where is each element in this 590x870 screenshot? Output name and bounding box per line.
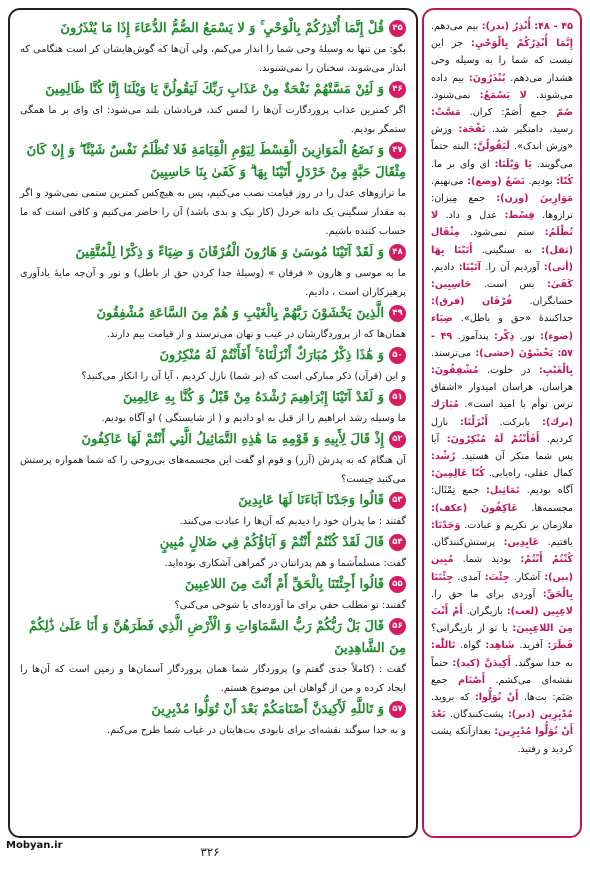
verse-number-badge: ۵۷ — [389, 701, 406, 718]
glossary-meaning: جداکنندهٔ «حق و باطل». — [460, 313, 573, 325]
glossary-meaning: آفرید. — [519, 640, 543, 652]
glossary-term: نَضَعُ (وضع): — [467, 175, 525, 187]
verse-arabic: قَالَ لَقَدْ كُنْتُمْ أَنْتُمْ وَ آبَاؤُكُمْ فِي ضَلالٍ مُبِينٍ — [159, 535, 384, 550]
verse-arabic-text — [20, 574, 406, 596]
glossary-meaning: آوردی برای ما حق را. — [431, 588, 536, 600]
glossary-term: مَسَّتْ: — [431, 107, 461, 119]
glossary-meaning: می‌نهیم. — [431, 175, 464, 187]
glossary-term: مَوَازِينَ (وزن): — [496, 193, 573, 205]
glossary-meaning: بابرکت. — [499, 416, 531, 428]
glossary-term: أَمْ أَنْتَ مِنَ اللاعِبِينَ: — [431, 605, 573, 635]
verse-9 — [20, 490, 406, 531]
verse-8 — [20, 429, 406, 489]
glossary-term: أَصْنَام — [457, 674, 486, 686]
verse-arabic-text — [20, 616, 406, 660]
glossary-meaning: نور. — [519, 330, 535, 342]
glossary-meaning: بعدازآنکه پشت کردید و رفتید. — [431, 726, 573, 755]
verse-7 — [20, 387, 406, 428]
glossary-term: جِئْتَ: — [484, 571, 510, 583]
glossary-term: كُنّا عَالِمِينَ: — [431, 468, 485, 480]
glossary-term: مُدْبِرِين (دبر): — [507, 709, 573, 721]
verse-number-badge: ۴۷ — [389, 142, 406, 159]
glossary-term: يَخْشَوْنَ (خشی): — [475, 347, 554, 359]
glossary-meaning: البته حتماً می‌گویند. — [431, 141, 573, 170]
verse-number-badge: ۴۹ — [389, 305, 406, 322]
page — [4, 4, 586, 844]
glossary-term: مُبَارَك (برك): — [431, 399, 573, 428]
verse-arabic-text — [20, 699, 406, 721]
glossary-term: نَفْحَة: — [458, 124, 486, 136]
verse-translation: گفتند : ما پدران خود را دیدیم که آن‌ها را عبادت می‌کنند. — [179, 516, 406, 527]
verse-arabic-text — [20, 242, 406, 264]
glossary-meaning: جمع مِيزان: ترازوها. — [431, 193, 573, 222]
verse-number-badge: ۵۲ — [389, 431, 406, 448]
verse-arabic: قَالُوا أَجِئْتَنَا بِالْحَقِّ أَمْ أَنْتَ مِنَ اللاعِبِينَ — [184, 577, 384, 592]
verse-5 — [20, 303, 406, 344]
glossary-meaning: بس است. — [483, 279, 535, 291]
glossary-column — [422, 8, 582, 838]
verse-translation: ما ترازوهای عدل را در روز قیامت نصب می‌کنیم، پس به هیچ‌کس کمترین ستمی نمی‌شود و اگر به مقدار سنگینی یک دانه خردل (کار نیک و بدی باشد) آن را حاضر می‌کنیم و کافی است که ما حساب کننده باشیم. — [20, 188, 406, 237]
glossary-meaning: آوردیم آن را. — [485, 261, 540, 273]
glossary-text — [431, 18, 573, 758]
glossary-term: مِثْقَال (ثقل): — [431, 227, 573, 256]
verse-arabic: قَالُوا وَجَدْنَا آبَاءَنَا لَهَا عَابِدِينَ — [238, 493, 384, 508]
glossary-term: كَفَىٰ: — [546, 279, 573, 291]
site-watermark: Mobyan.ir — [6, 840, 63, 851]
glossary-term: فَطَرَ: — [547, 640, 573, 652]
verse-translation: بگو: من تنها به وسیلهٔ وحی شما را انذار می‌کنم، ولی آن‌ها که گوش‌هایشان کر است هنگامی که انذار می‌شوند، سخنان را نمی‌شنوند. — [20, 44, 406, 74]
glossary-term: يُنْذَرُونَ: — [468, 72, 506, 84]
glossary-term: ذِكْر: — [493, 330, 515, 342]
verse-number-badge: ۵۱ — [389, 389, 406, 406]
verse-3 — [20, 140, 406, 241]
verse-translation: گفت: مسلماً‌شما و هم پدرانتان در گمراهی آشکاری بوده‌اید. — [164, 558, 406, 569]
verse-arabic-text — [20, 18, 406, 40]
glossary-meaning: پشت‌کنندگان. — [449, 709, 504, 721]
glossary-term: أَنْزَلْنَا: — [459, 416, 488, 428]
verse-number-badge: ۵۶ — [389, 618, 406, 635]
verses-column — [8, 8, 418, 838]
verse-number-badge: ۵۳ — [389, 492, 406, 509]
glossary-meaning: می‌ترسند. — [431, 347, 472, 359]
glossary-term: حَاسِبِين: — [431, 279, 472, 291]
glossary-meaning: جز این نیست که شما را به وسیله وحی هشدار می‌دهم. — [431, 38, 573, 84]
glossary-term: وَجَدْنَا: — [431, 519, 461, 531]
verse-arabic: وَ تَاللَّهِ لَأَكِيدَنَّ أَصْنَامَكُمْ بَعْدَ أَنْ تُوَلُّوا مُدْبِرِينَ — [151, 702, 384, 717]
glossary-term: أَكِيدَنَّ (كيد): — [452, 657, 511, 669]
verse-arabic: وَ لَقَدْ آتَيْنَا مُوسَىٰ وَ هَارُونَ الْفُرْقَانَ وَ ضِيَاءً وَ ذِكْرًا لِلْمُتَّقِينَ — [75, 245, 384, 260]
glossary-term: آتَيْنَا: — [458, 261, 481, 273]
verse-10 — [20, 532, 406, 573]
verse-13 — [20, 699, 406, 740]
glossary-term: أَنْ تُوَلُّوا: — [474, 691, 519, 703]
glossary-term: مُبِين (بين): — [431, 554, 573, 583]
verse-translation: ما به موسی و هارون « فرقان » (وسیلهٔ جدا کردن حق از باطل) و نور و آن‌چه مایهٔ یادآوری پرهیزکاران است ، دادیم. — [20, 268, 406, 298]
glossary-meaning: رسید، دامنگیر شد. — [491, 124, 573, 136]
verse-12 — [20, 616, 406, 698]
glossary-meaning: حسابگران. — [529, 296, 573, 308]
verse-2 — [20, 79, 406, 139]
glossary-meaning: آگاه بودیم. — [526, 485, 573, 497]
verse-4 — [20, 242, 406, 302]
glossary-meaning: عدل و داد. — [445, 210, 498, 222]
glossary-term: تَمَاثِيل: — [486, 485, 520, 497]
verse-6 — [20, 345, 406, 386]
glossary-meaning: حتماً نقشه‌ای می‌کشم. — [431, 657, 573, 686]
verse-arabic-text — [20, 345, 406, 367]
glossary-meaning: ستم نمی‌شود. — [470, 227, 535, 239]
glossary-meaning: گواه. — [460, 640, 481, 652]
glossary-meaning: نمی‌شنود. — [431, 89, 471, 101]
verse-arabic: قَالَ بَلْ رَبُّكُمْ رَبُّ السَّمَاوَاتِ وَ الْأَرْضِ الَّذِي فَطَرَهُنَّ وَ أَنَا عَلَىٰ ذَٰلِكُمْ مِنَ الشَّاهِدِينَ — [28, 619, 406, 656]
verse-translation: گفت : (کاملاً جدی گفتم و) پروردگار شما همان پروردگار آسمان‌ها و زمین است که آن‌ها را ایجاد کرده و من از گواهان این موضوع هستم. — [20, 664, 406, 694]
glossary-term: قِسْط: — [504, 210, 535, 222]
glossary-term: أُنْذِرُ (نذر): — [481, 21, 531, 32]
verse-arabic: وَ هَٰذَا ذِكْرٌ مُبَارَكٌ أَنْزَلْنَاهُ ۚ أَفَأَنْتُمْ لَهُ مُنْكِرُونَ — [159, 348, 384, 363]
glossary-meaning: ای وای بر ما. — [431, 158, 490, 170]
glossary-meaning: به خدا سوگند. — [514, 657, 573, 669]
glossary-meaning: یافتیم. — [547, 537, 573, 549]
verse-arabic-text — [20, 490, 406, 512]
glossary-term: كُنّا: — [556, 175, 573, 187]
glossary-term: لا يَسْمَعُ: — [479, 89, 527, 101]
glossary-meaning: کمال عقلی، راه‌یابی. — [488, 468, 574, 480]
verse-translation: آن هنگام که به پدرش (آزر) و قوم او گفت این مجسمه‌های بی‌روحی را که شما همواره پرستش می‌کنید چیست؟ — [20, 455, 406, 485]
glossary-term: لاعِبِين (لعب): — [506, 605, 573, 617]
verse-arabic-text — [20, 303, 406, 325]
glossary-meaning: که بروید. — [431, 691, 470, 703]
glossary-meaning: ملازمان بر تکریم و عبادت. — [464, 519, 573, 531]
verse-number-badge: ۴۵ — [389, 20, 406, 37]
glossary-meaning: آیا پس شما منکر آن هستید. — [431, 433, 573, 463]
verse-arabic-text — [20, 387, 406, 409]
glossary-term: عَابِدِين: — [503, 537, 540, 549]
glossary-meaning: بیم می‌دهم. — [431, 21, 479, 32]
verse-arabic-text — [20, 532, 406, 554]
glossary-meaning: در خلوت. — [486, 365, 531, 377]
glossary-meaning: بودید شما. — [462, 554, 512, 566]
glossary-term: عَاكِفُونَ (عکف): — [431, 502, 518, 514]
glossary-meaning: به سنگینی. — [481, 244, 532, 256]
glossary-term: رُشْد: — [431, 451, 456, 463]
verse-translation: ما وسیله رشد ابراهیم را از قبل به او دادیم و ( از شایستگی ) او آگاه بودیم. — [101, 413, 406, 424]
verse-1 — [20, 18, 406, 78]
glossary-term: لَيَقُولُنَّ: — [473, 141, 510, 153]
glossary-term: أَفَأَنْتُمْ لَهُ مُنْكِرُونَ: — [446, 433, 540, 445]
verse-number-badge: ۴۸ — [389, 244, 406, 261]
glossary-term: بِالْغَيْبِ: — [538, 365, 573, 377]
glossary-term: كُنْتُمْ أَنْتُمْ: — [520, 554, 573, 566]
glossary-term: ۴۹ - ۵۷: — [431, 330, 573, 359]
glossary-term: أَتَيْنَا بِهَا (أتى): — [431, 244, 573, 273]
verse-translation: و این (قرآن) ذکر مبارکی است که (بر شما) نازل کردیم ، آیا آن را انکار می‌کنید؟ — [81, 371, 406, 382]
glossary-term: ضِيَاء (ضوء): — [431, 313, 573, 342]
glossary-meaning: وزش «وزش اندک». — [431, 124, 573, 153]
verse-number-badge: ۴۶ — [389, 81, 406, 98]
glossary-term: لا تُظْلَمُ: — [431, 210, 573, 239]
glossary-meaning: آمدی. — [457, 571, 481, 583]
verse-arabic-text — [20, 79, 406, 101]
glossary-meaning: جمع أَصَمّ: کران. — [469, 107, 548, 119]
glossary-term: تَاللّٰه: — [431, 640, 456, 652]
verse-number-badge: ۵۵ — [389, 576, 406, 593]
glossary-range-heading: ۴۵ - ۴۸: — [534, 21, 573, 32]
glossary-term: فُرْقَان (فرق): — [431, 296, 513, 308]
glossary-meaning: نازل کردیم. — [431, 416, 573, 445]
glossary-term: بَعْدَ أَنْ تُوَلُّوا مُدْبِرِين: — [431, 709, 573, 738]
glossary-term: إِنَّمَا أُنْذِرُكُمْ بِالْوَحْيِ: — [471, 38, 573, 50]
glossary-meaning: بازیگران. — [466, 605, 503, 617]
glossary-term: يَا وَيْلَنَا: — [494, 158, 532, 170]
verse-number-badge: ۵۰ — [389, 347, 406, 364]
verse-translation: گفتند: تو مطلب حقی برای ما آورده‌ای یا شوخی می‌کنی؟ — [174, 600, 406, 611]
glossary-term: جِئْتَنَا بِالْحَقِّ: — [431, 571, 573, 600]
page-number: ۳۲۶ — [200, 845, 220, 859]
verse-arabic: وَ لَئِنْ مَسَّتْهُمْ نَفْحَةٌ مِنْ عَذَابِ رَبِّكَ لَيَقُولُنَّ يَا وَيْلَنَا إِنَّا كُنَّا ظَالِمِينَ — [45, 82, 384, 97]
glossary-meaning: یا تو از بازیگرانی؟ — [431, 623, 508, 635]
verse-arabic: وَ نَضَعُ الْمَوَازِينَ الْقِسْطَ لِيَوْمِ الْقِيَامَةِ فَلا تُظْلَمُ نَفْسٌ شَيْئًا ۖ وَ إِنْ كَانَ مِثْقَالَ حَبَّةٍ مِنْ خَرْدَلٍ أَتَيْنَا بِهَا ۗ وَ كَفَىٰ بِنَا حَاسِبِينَ — [26, 143, 406, 180]
glossary-meaning: بیم داده می‌شوند. — [431, 72, 573, 101]
glossary-meaning: جمع صَنَم: بت‌ها. — [431, 674, 573, 703]
verse-arabic: الَّذِينَ يَخْشَوْنَ رَبَّهُمْ بِالْغَيْبِ وَ هُمْ مِنَ السَّاعَةِ مُشْفِقُونَ — [96, 306, 384, 321]
verse-translation: اگر کمترین عذاب پروردگارت آن‌ها را لمس کند، فریادشان بلند می‌شود: ای وای بر ما همگی ستمگر بودیم. — [20, 105, 406, 135]
glossary-meaning: هراسان، هراسان امیدوار «اشفاق ترس توأم با امید است». — [431, 382, 573, 411]
glossary-meaning: پرستش‌کنندگان. — [431, 537, 496, 549]
verse-number-badge: ۵۴ — [389, 534, 406, 551]
glossary-term: مُشْفِقُونَ: — [431, 365, 479, 377]
verse-arabic-text — [20, 429, 406, 451]
glossary-meaning: آشکار. — [513, 571, 541, 583]
verse-arabic: قُلْ إِنَّمَا أُنْذِرُكُمْ بِالْوَحْيِ ۚ وَ لا يَسْمَعُ الصُّمُّ الدُّعَاءَ إِذَا مَا يُنْذَرُونَ — [60, 21, 384, 36]
verse-arabic: وَ لَقَدْ آتَيْنَا إِبْرَاهِيمَ رُشْدَهُ مِنْ قَبْلُ وَ كُنَّا بِهِ عَالِمِينَ — [123, 390, 384, 405]
glossary-term: شَاهِد: — [485, 640, 515, 652]
verse-arabic: إِذْ قَالَ لِأَبِيهِ وَ قَوْمِهِ مَا هَٰذِهِ التَّمَاثِيلُ الَّتِي أَنْتُمْ لَهَا عَاكِفُونَ — [81, 432, 384, 447]
verse-translation: همان‌ها که از پروردگارشان در غیب و نهان می‌ترسند و از قیامت بیم دارند. — [106, 329, 406, 340]
verse-11 — [20, 574, 406, 615]
glossary-meaning: دادیم. — [431, 261, 455, 273]
glossary-meaning: پندآموز. — [457, 330, 489, 342]
verse-arabic-text — [20, 140, 406, 184]
glossary-meaning: بودیم. — [528, 175, 553, 187]
glossary-term: صُمّ — [556, 107, 573, 119]
verse-translation: و به خدا سوگند نقشه‌ای برای نابودی بت‌هایتان در غیاب شما طرح می‌کنم. — [107, 725, 406, 736]
glossary-meaning: جمع تِمْثَال: مجسمه‌ها. — [431, 485, 573, 514]
